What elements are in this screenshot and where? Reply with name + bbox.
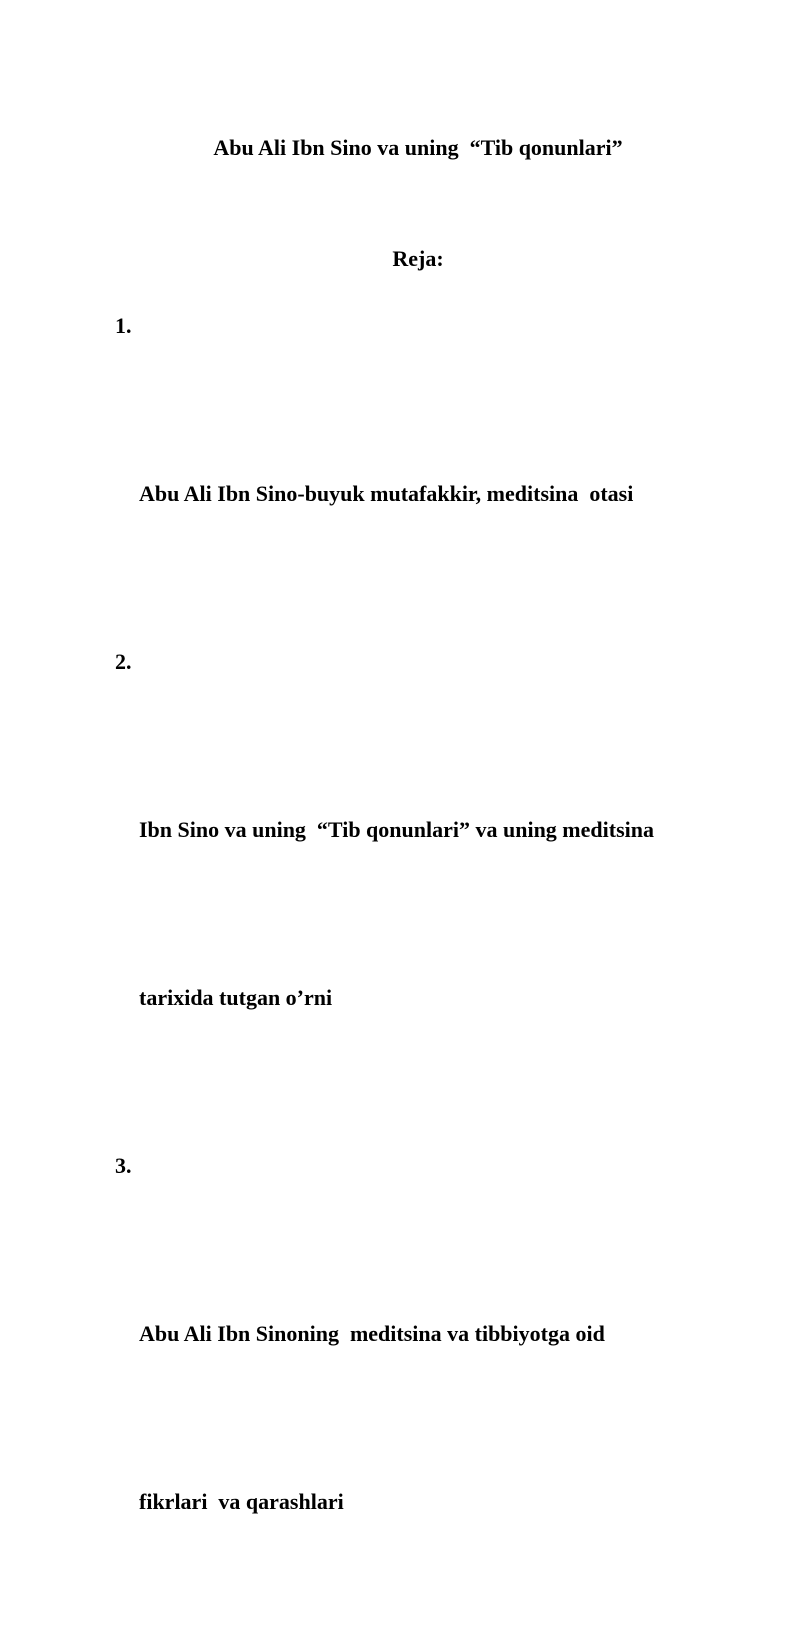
plan-item-text: Abu Ali Ibn Sino-buyuk mutafakkir, meditsina otasi bbox=[139, 481, 634, 506]
plan-item-1 bbox=[115, 298, 755, 634]
plan-item-number: 2. bbox=[115, 649, 132, 674]
plan-item-3 bbox=[115, 1138, 755, 1642]
plan-item-text: Abu Ali Ibn Sinoning meditsina va tibbiyotga oid bbox=[139, 1321, 605, 1346]
plan-item-text-continued: fikrlari va qarashlari bbox=[139, 1489, 344, 1514]
document-title: Abu Ali Ibn Sino va uning “Tib qonunlari” bbox=[213, 135, 623, 160]
plan-item-text-continued: tarixida tutgan o’rni bbox=[139, 985, 333, 1010]
plan-item-2 bbox=[115, 634, 755, 1138]
plan-item-text: Ibn Sino va uning “Tib qonunlari” va uning meditsina bbox=[139, 817, 654, 842]
plan-item-number: 3. bbox=[115, 1153, 132, 1178]
plan-list bbox=[115, 298, 755, 1642]
plan-item-number: 1. bbox=[115, 313, 132, 338]
plan-heading: Reja: bbox=[392, 246, 444, 271]
